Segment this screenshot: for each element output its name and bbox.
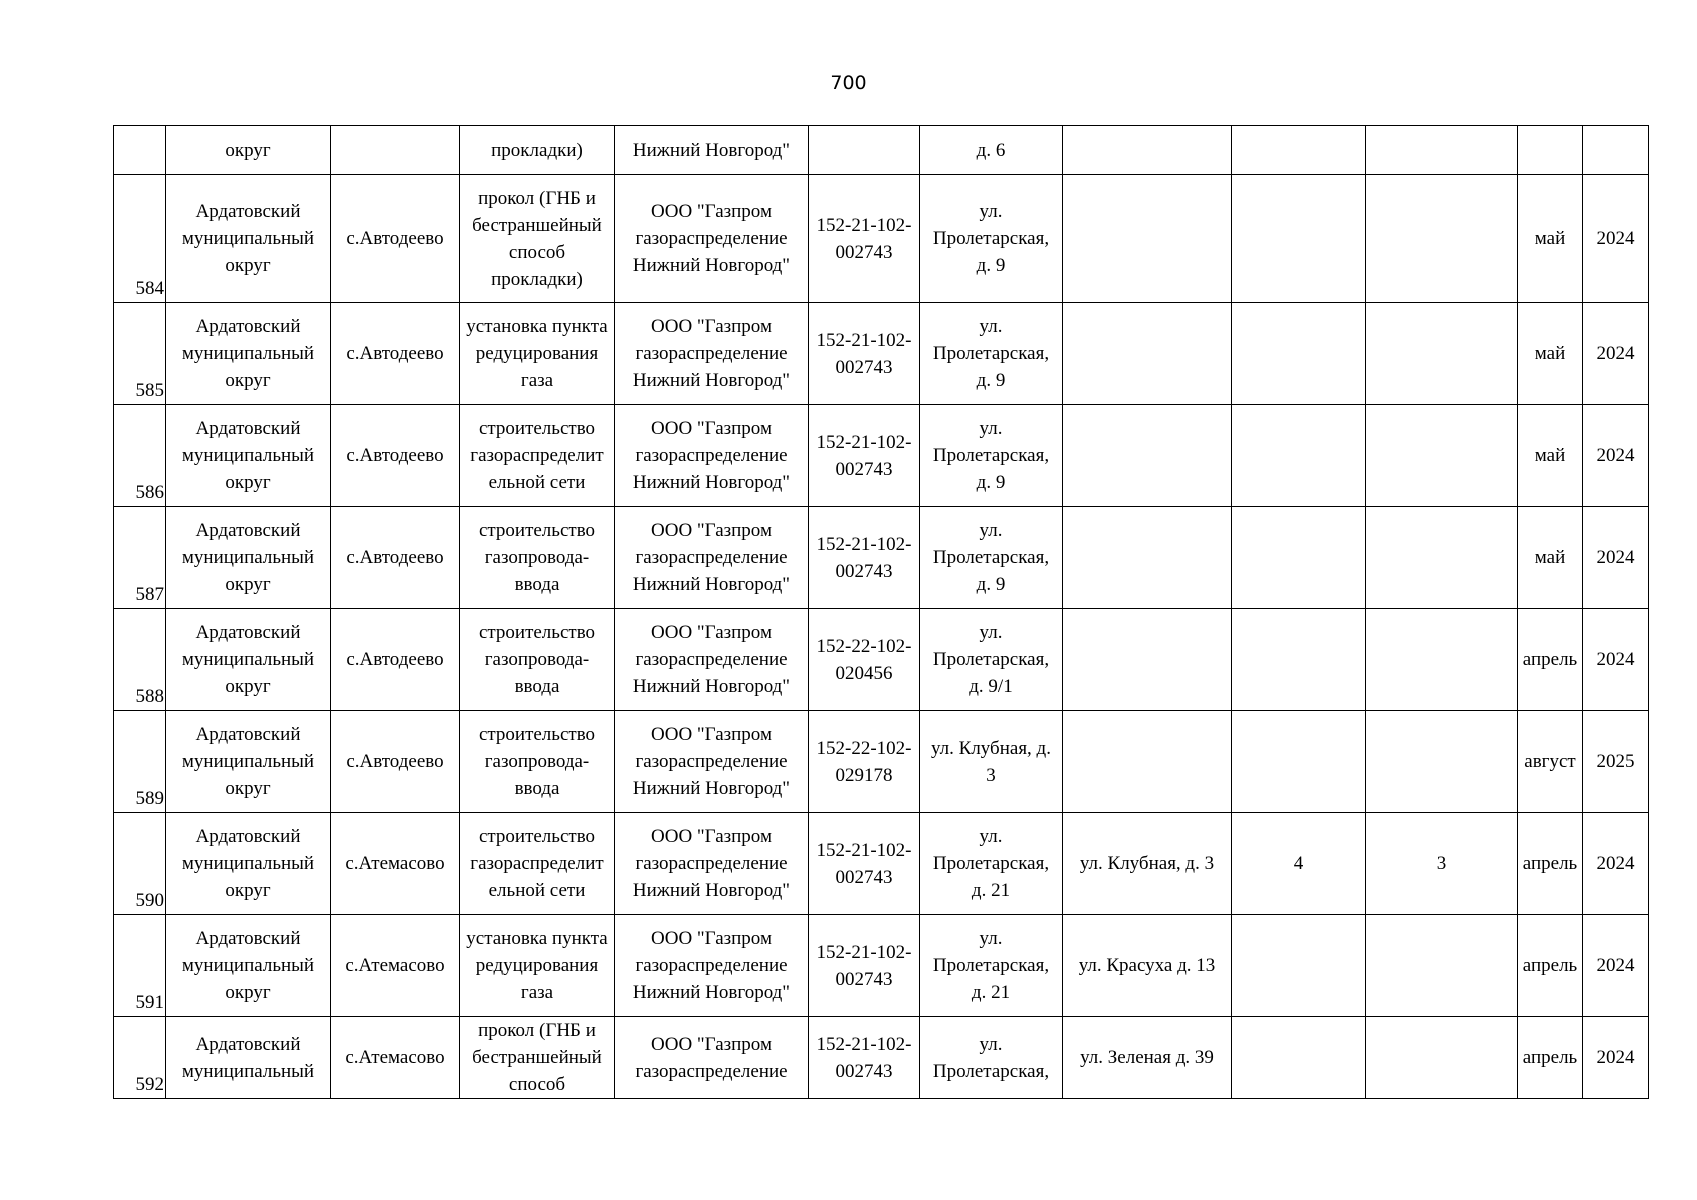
organization-cell-line: газораспределение xyxy=(635,955,788,976)
object-address-cell xyxy=(1063,507,1232,609)
district-cell-line: Ардатовский xyxy=(195,724,301,745)
settlement-cell xyxy=(331,711,460,813)
work-type-cell xyxy=(460,405,615,507)
code-cell-line: 152-22-102- xyxy=(816,635,912,657)
district-cell-line: округ xyxy=(225,255,271,276)
address-cell-line: д. 9 xyxy=(976,370,1006,391)
address-cell xyxy=(920,915,1063,1017)
code-cell xyxy=(809,1017,920,1099)
code-cell-line: 152-21-102- xyxy=(816,941,912,963)
district-cell-line: муниципальный xyxy=(181,751,315,772)
settlement-cell-line: с.Автодеево xyxy=(346,649,444,670)
settlement-cell xyxy=(331,915,460,1017)
settlement-cell-line: с.Автодеево xyxy=(346,228,444,249)
organization-cell-line: Нижний Новгород" xyxy=(632,676,791,697)
address-cell-line: ул. xyxy=(979,201,1003,222)
organization-cell-line: газораспределение xyxy=(635,649,788,670)
district-cell-line: муниципальный xyxy=(181,228,315,249)
year-cell: 2024 xyxy=(1583,1017,1649,1099)
address-cell-line: д. 6 xyxy=(976,139,1006,161)
value1-cell xyxy=(1232,126,1366,175)
table-row xyxy=(114,303,1649,405)
organization-cell xyxy=(615,813,809,915)
district-cell xyxy=(166,405,331,507)
organization-cell-line: ООО "Газпром xyxy=(651,316,772,337)
work-type-cell-line: редуцирования xyxy=(475,343,599,364)
settlement-cell xyxy=(331,405,460,507)
address-cell-line: ул. xyxy=(979,1033,1003,1055)
organization-cell xyxy=(615,175,809,303)
district-cell xyxy=(166,609,331,711)
settlement-cell xyxy=(331,303,460,405)
value1-cell xyxy=(1232,405,1366,507)
organization-cell xyxy=(615,507,809,609)
work-type-cell-line: газопровода- xyxy=(484,547,590,568)
organization-cell-line: ООО "Газпром xyxy=(651,201,772,222)
work-type-cell-line: газа xyxy=(520,982,554,1003)
month-cell: апрель xyxy=(1518,813,1583,915)
work-type-cell-line: газа xyxy=(520,370,554,391)
year-cell: 2024 xyxy=(1583,813,1649,915)
row-number-cell: 589 xyxy=(114,711,166,813)
row-number-cell: 584 xyxy=(114,175,166,303)
address-cell-line: Пролетарская, xyxy=(932,955,1050,976)
code-cell-line: 029178 xyxy=(835,764,893,786)
address-cell-line: 3 xyxy=(986,764,996,786)
work-type-cell-line: способ xyxy=(508,1074,566,1095)
organization-cell-line: ООО "Газпром xyxy=(651,928,772,949)
organization-cell-line: газораспределение xyxy=(635,228,788,249)
district-cell-line: Ардатовский xyxy=(195,1033,301,1055)
organization-cell xyxy=(615,303,809,405)
work-type-cell-line: ввода xyxy=(514,778,560,799)
code-cell xyxy=(809,507,920,609)
organization-cell-line: ООО "Газпром xyxy=(651,520,772,541)
work-type-cell-line: бестраншейный xyxy=(472,214,602,236)
organization-cell-line: Нижний Новгород" xyxy=(632,139,791,161)
work-type-cell xyxy=(460,609,615,711)
district-cell xyxy=(166,126,331,175)
row-number-cell: 588 xyxy=(114,609,166,711)
work-type-cell-line: бестраншейный xyxy=(472,1047,602,1068)
settlement-cell xyxy=(331,175,460,303)
value2-cell xyxy=(1366,1017,1518,1099)
code-cell xyxy=(809,711,920,813)
settlement-cell-line: с.Автодеево xyxy=(346,547,444,568)
code-cell xyxy=(809,915,920,1017)
month-cell: май xyxy=(1518,303,1583,405)
organization-cell-line: Нижний Новгород" xyxy=(632,255,791,276)
district-cell-line: муниципальный xyxy=(181,1060,315,1082)
address-cell-line: д. 21 xyxy=(971,982,1011,1003)
district-cell xyxy=(166,813,331,915)
code-cell-line: 002743 xyxy=(835,866,893,888)
month-cell: май xyxy=(1518,175,1583,303)
organization-cell-line: газораспределение xyxy=(635,343,788,364)
table-row xyxy=(114,915,1649,1017)
settlement-cell-line: с.Атемасово xyxy=(345,853,445,874)
district-cell-line: муниципальный xyxy=(181,445,315,466)
address-cell-line: Пролетарская, xyxy=(932,547,1050,568)
month-cell: август xyxy=(1518,711,1583,813)
address-cell-line: д. 9/1 xyxy=(969,676,1013,697)
organization-cell-line: газораспределение xyxy=(635,547,788,568)
district-cell xyxy=(166,303,331,405)
organization-cell-line: ООО "Газпром xyxy=(651,622,772,643)
object-address-cell: ул. Красуха д. 13 xyxy=(1063,915,1232,1017)
organization-cell-line: Нижний Новгород" xyxy=(632,574,791,595)
object-address-cell xyxy=(1063,126,1232,175)
address-cell-line: ул. Клубная, д. xyxy=(931,737,1051,759)
address-cell-line: ул. xyxy=(979,316,1003,337)
table-row xyxy=(114,175,1649,303)
settlement-cell xyxy=(331,126,460,175)
district-cell-line: округ xyxy=(225,472,271,493)
value2-cell: 3 xyxy=(1366,813,1518,915)
organization-cell-line: ООО "Газпром xyxy=(651,1033,772,1055)
work-type-cell-line: строительство xyxy=(478,418,596,439)
row-number-cell: 587 xyxy=(114,507,166,609)
month-cell: май xyxy=(1518,405,1583,507)
row-number-cell xyxy=(114,126,166,175)
object-address-cell: ул. Зеленая д. 39 xyxy=(1063,1017,1232,1099)
district-cell-line: Ардатовский xyxy=(195,622,301,643)
address-cell-line: д. 9 xyxy=(976,472,1006,493)
address-cell xyxy=(920,1017,1063,1099)
settlement-cell xyxy=(331,813,460,915)
organization-cell-line: Нижний Новгород" xyxy=(632,778,791,799)
work-type-cell-line: строительство xyxy=(478,622,596,643)
value2-cell xyxy=(1366,507,1518,609)
month-cell: апрель xyxy=(1518,609,1583,711)
value2-cell xyxy=(1366,405,1518,507)
page-number: 700 xyxy=(830,72,867,94)
code-cell-line: 152-21-102- xyxy=(816,214,912,236)
address-cell-line: ул. xyxy=(979,622,1003,643)
code-cell xyxy=(809,126,920,175)
district-cell-line: округ xyxy=(225,982,271,1003)
organization-cell-line: газораспределение xyxy=(635,1060,788,1082)
row-number-cell: 585 xyxy=(114,303,166,405)
work-type-cell xyxy=(460,813,615,915)
year-cell xyxy=(1583,126,1649,175)
organization-cell-line: газораспределение xyxy=(635,853,788,874)
code-cell xyxy=(809,303,920,405)
value1-cell xyxy=(1232,609,1366,711)
year-cell: 2025 xyxy=(1583,711,1649,813)
organization-cell-line: Нижний Новгород" xyxy=(632,982,791,1003)
code-cell-line: 152-21-102- xyxy=(816,329,912,351)
work-type-cell-line: строительство xyxy=(478,826,596,847)
value2-cell xyxy=(1366,711,1518,813)
address-cell xyxy=(920,175,1063,303)
code-cell-line: 152-21-102- xyxy=(816,1033,912,1055)
district-cell-line: муниципальный xyxy=(181,343,315,364)
address-cell xyxy=(920,813,1063,915)
work-type-cell-line: ввода xyxy=(514,676,560,697)
settlement-cell-line: с.Атемасово xyxy=(345,1047,445,1068)
gasification-table xyxy=(113,125,1649,1099)
settlement-cell-line: с.Автодеево xyxy=(346,445,444,466)
district-cell-line: округ xyxy=(225,574,271,595)
work-type-cell-line: газопровода- xyxy=(484,751,590,772)
address-cell xyxy=(920,405,1063,507)
work-type-cell-line: газораспределит xyxy=(470,853,604,874)
organization-cell xyxy=(615,126,809,175)
value2-cell xyxy=(1366,915,1518,1017)
table-row xyxy=(114,126,1649,175)
address-cell-line: ул. xyxy=(979,418,1003,439)
value2-cell xyxy=(1366,303,1518,405)
object-address-cell xyxy=(1063,609,1232,711)
work-type-cell-line: способ xyxy=(508,241,566,263)
address-cell-line: ул. xyxy=(979,520,1003,541)
year-cell: 2024 xyxy=(1583,609,1649,711)
code-cell xyxy=(809,813,920,915)
address-cell xyxy=(920,126,1063,175)
organization-cell xyxy=(615,915,809,1017)
code-cell xyxy=(809,405,920,507)
work-type-cell-line: установка пункта xyxy=(466,316,608,337)
code-cell-line: 002743 xyxy=(835,356,893,378)
work-type-cell-line: строительство xyxy=(478,724,596,745)
work-type-cell-line: газопровода- xyxy=(484,649,590,670)
work-type-cell-line: прокол (ГНБ и xyxy=(478,187,596,209)
table-row xyxy=(114,711,1649,813)
row-number-cell: 590 xyxy=(114,813,166,915)
work-type-cell-line: установка пункта xyxy=(466,928,608,949)
year-cell: 2024 xyxy=(1583,175,1649,303)
organization-cell-line: газораспределение xyxy=(635,445,788,466)
organization-cell xyxy=(615,609,809,711)
address-cell xyxy=(920,303,1063,405)
row-number-cell: 586 xyxy=(114,405,166,507)
object-address-cell xyxy=(1063,303,1232,405)
address-cell xyxy=(920,507,1063,609)
work-type-cell-line: прокладки) xyxy=(491,268,583,290)
settlement-cell-line: с.Атемасово xyxy=(345,955,445,976)
address-cell-line: Пролетарская, xyxy=(932,343,1050,364)
district-cell-line: муниципальный xyxy=(181,955,315,976)
district-cell-line: муниципальный xyxy=(181,649,315,670)
work-type-cell-line: газораспределит xyxy=(470,445,604,466)
settlement-cell xyxy=(331,507,460,609)
district-cell-line: муниципальный xyxy=(181,547,315,568)
table-row xyxy=(114,507,1649,609)
address-cell-line: Пролетарская, xyxy=(932,853,1050,874)
settlement-cell xyxy=(331,1017,460,1099)
organization-cell xyxy=(615,711,809,813)
value1-cell xyxy=(1232,303,1366,405)
work-type-cell xyxy=(460,175,615,303)
organization-cell xyxy=(615,1017,809,1099)
code-cell-line: 002743 xyxy=(835,968,893,990)
work-type-cell xyxy=(460,915,615,1017)
value2-cell xyxy=(1366,609,1518,711)
value1-cell xyxy=(1232,915,1366,1017)
district-cell-line: Ардатовский xyxy=(195,201,301,222)
code-cell-line: 152-21-102- xyxy=(816,533,912,555)
work-type-cell-line: прокладки) xyxy=(491,139,583,161)
work-type-cell xyxy=(460,1017,615,1099)
work-type-cell xyxy=(460,711,615,813)
table-row xyxy=(114,813,1649,915)
work-type-cell-line: редуцирования xyxy=(475,955,599,976)
address-cell xyxy=(920,711,1063,813)
settlement-cell xyxy=(331,609,460,711)
month-cell: апрель xyxy=(1518,915,1583,1017)
district-cell-line: округ xyxy=(225,880,271,901)
district-cell-line: Ардатовский xyxy=(195,826,301,847)
organization-cell-line: Нижний Новгород" xyxy=(632,370,791,391)
value1-cell xyxy=(1232,507,1366,609)
work-type-cell-line: ввода xyxy=(514,574,560,595)
organization-cell-line: ООО "Газпром xyxy=(651,724,772,745)
settlement-cell-line: с.Автодеево xyxy=(346,343,444,364)
object-address-cell: ул. Клубная, д. 3 xyxy=(1063,813,1232,915)
code-cell-line: 002743 xyxy=(835,458,893,480)
table-row xyxy=(114,405,1649,507)
table-row xyxy=(114,609,1649,711)
value1-cell xyxy=(1232,1017,1366,1099)
month-cell: май xyxy=(1518,507,1583,609)
address-cell-line: д. 9 xyxy=(976,255,1006,276)
year-cell: 2024 xyxy=(1583,405,1649,507)
work-type-cell xyxy=(460,303,615,405)
organization-cell-line: ООО "Газпром xyxy=(651,826,772,847)
district-cell-line: округ xyxy=(225,778,271,799)
code-cell-line: 020456 xyxy=(835,662,893,684)
district-cell-line: округ xyxy=(225,370,271,391)
table-row xyxy=(114,1017,1649,1099)
year-cell: 2024 xyxy=(1583,915,1649,1017)
organization-cell-line: Нижний Новгород" xyxy=(632,880,791,901)
table-body xyxy=(114,126,1649,1099)
address-cell-line: Пролетарская, xyxy=(932,445,1050,466)
address-cell-line: ул. xyxy=(979,826,1003,847)
address-cell xyxy=(920,609,1063,711)
code-cell-line: 002743 xyxy=(835,1060,893,1082)
work-type-cell xyxy=(460,507,615,609)
work-type-cell-line: ельной сети xyxy=(488,880,586,901)
district-cell-line: Ардатовский xyxy=(195,928,301,949)
month-cell: апрель xyxy=(1518,1017,1583,1099)
code-cell-line: 002743 xyxy=(835,241,893,263)
district-cell xyxy=(166,915,331,1017)
address-cell-line: Пролетарская, xyxy=(932,649,1050,670)
district-cell-line: округ xyxy=(225,139,271,161)
row-number-cell: 591 xyxy=(114,915,166,1017)
value2-cell xyxy=(1366,126,1518,175)
organization-cell-line: Нижний Новгород" xyxy=(632,472,791,493)
district-cell xyxy=(166,711,331,813)
settlement-cell-line: с.Автодеево xyxy=(346,751,444,772)
organization-cell-line: ООО "Газпром xyxy=(651,418,772,439)
address-cell-line: Пролетарская, xyxy=(932,228,1050,249)
row-number-cell: 592 xyxy=(114,1017,166,1099)
object-address-cell xyxy=(1063,175,1232,303)
value1-cell: 4 xyxy=(1232,813,1366,915)
district-cell xyxy=(166,1017,331,1099)
address-cell-line: д. 21 xyxy=(971,880,1011,901)
code-cell-line: 152-21-102- xyxy=(816,431,912,453)
district-cell-line: Ардатовский xyxy=(195,316,301,337)
district-cell-line: Ардатовский xyxy=(195,520,301,541)
object-address-cell xyxy=(1063,711,1232,813)
district-cell-line: округ xyxy=(225,676,271,697)
value2-cell xyxy=(1366,175,1518,303)
district-cell xyxy=(166,507,331,609)
year-cell: 2024 xyxy=(1583,303,1649,405)
organization-cell-line: газораспределение xyxy=(635,751,788,772)
value1-cell xyxy=(1232,711,1366,813)
district-cell-line: муниципальный xyxy=(181,853,315,874)
month-cell xyxy=(1518,126,1583,175)
year-cell: 2024 xyxy=(1583,507,1649,609)
object-address-cell xyxy=(1063,405,1232,507)
address-cell-line: д. 9 xyxy=(976,574,1006,595)
organization-cell xyxy=(615,405,809,507)
address-cell-line: Пролетарская, xyxy=(932,1060,1050,1082)
work-type-cell-line: прокол (ГНБ и xyxy=(478,1020,596,1041)
address-cell-line: ул. xyxy=(979,928,1003,949)
district-cell-line: Ардатовский xyxy=(195,418,301,439)
work-type-cell-line: ельной сети xyxy=(488,472,586,493)
code-cell-line: 002743 xyxy=(835,560,893,582)
code-cell xyxy=(809,609,920,711)
work-type-cell-line: строительство xyxy=(478,520,596,541)
code-cell xyxy=(809,175,920,303)
value1-cell xyxy=(1232,175,1366,303)
work-type-cell xyxy=(460,126,615,175)
code-cell-line: 152-21-102- xyxy=(816,839,912,861)
district-cell xyxy=(166,175,331,303)
code-cell-line: 152-22-102- xyxy=(816,737,912,759)
